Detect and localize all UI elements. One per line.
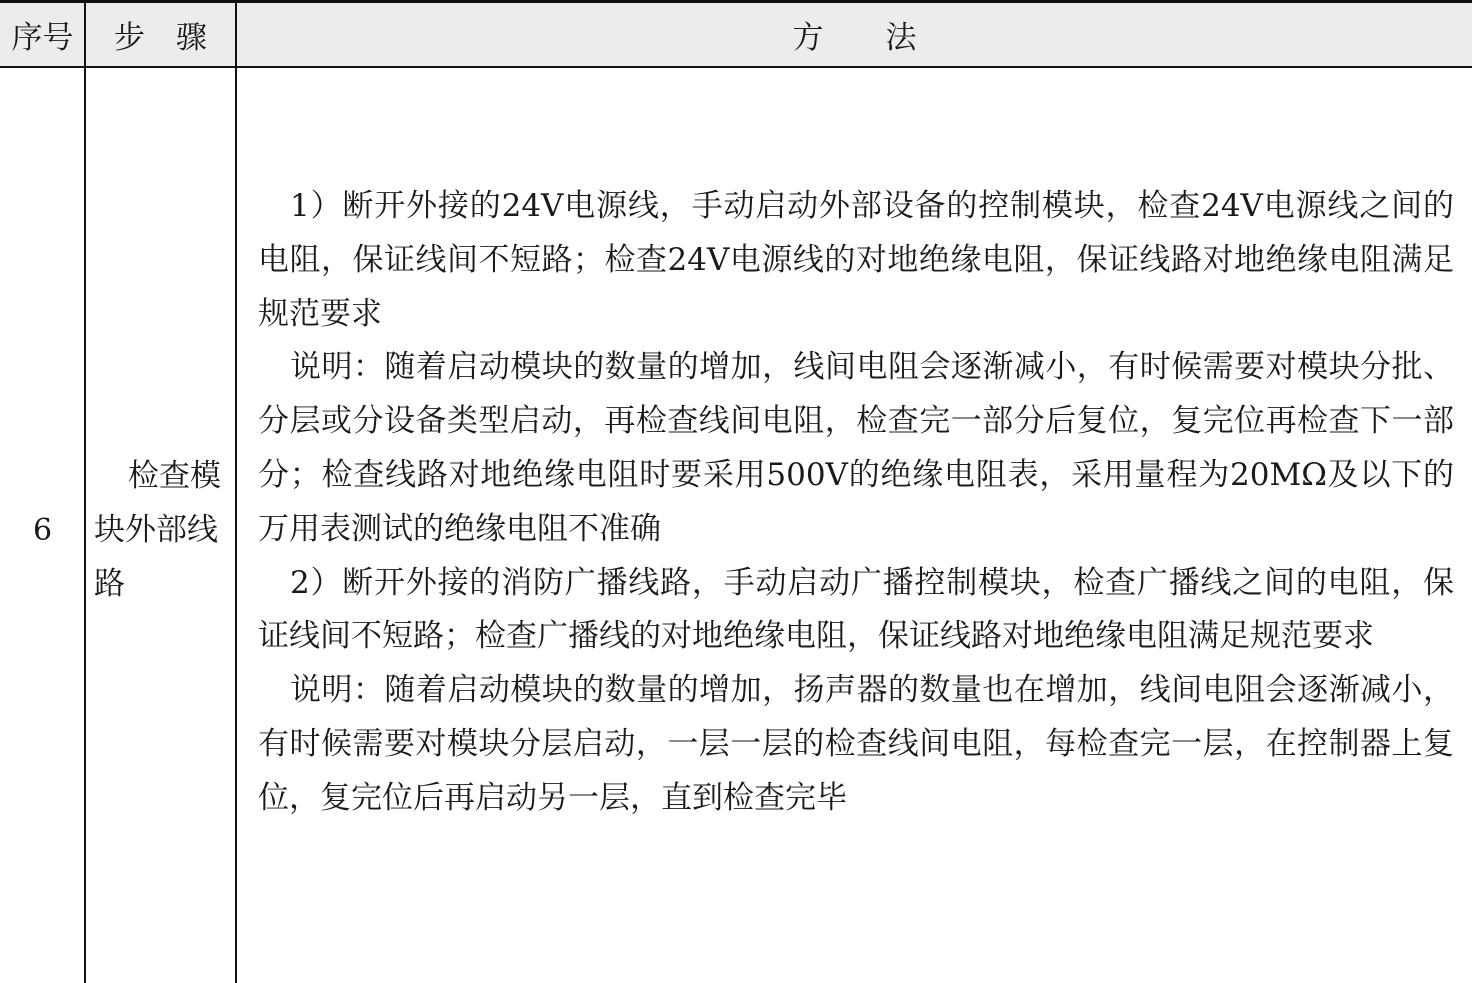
table-header-row	[0, 3, 1472, 68]
method-paragraph: 2）断开外接的消防广播线路，手动启动广播控制模块，检查广播线之间的电阻，保证线间不短路；检查广播线的对地绝缘电阻，保证线路对地绝缘电阻满足规范要求	[258, 564, 1454, 655]
row-method	[258, 180, 1454, 826]
column-divider	[235, 3, 237, 983]
step-line: 路	[94, 566, 125, 602]
header-method: 方 法	[792, 20, 917, 56]
row-step	[94, 449, 230, 611]
step-line: 检查模	[128, 458, 221, 494]
step-line: 块外部线	[94, 512, 218, 548]
row-seq-number: 6	[32, 512, 53, 548]
method-paragraph: 1）断开外接的24V电源线，手动启动外部设备的控制模块，检查24V电源线之间的电阻，保证线间不短路；检查24V电源线的对地绝缘电阻，保证线路对地绝缘电阻满足规范要求	[258, 188, 1454, 332]
header-seq: 序号	[11, 20, 74, 56]
header-step: 步 骤	[114, 20, 207, 56]
method-paragraph: 说明：随着启动模块的数量的增加，扬声器的数量也在增加，线间电阻会逐渐减小，有时候需要对模块分层启动，一层一层的检查线间电阻，每检查完一层，在控制器上复位，复完位后再启动另一层，直到检查完毕	[258, 672, 1454, 816]
method-paragraph: 说明：随着启动模块的数量的增加，线间电阻会逐渐减小，有时候需要对模块分批、分层或分设备类型启动，再检查线间电阻，检查完一部分后复位，复完位再检查下一部分；检查线路对地绝缘电阻时要采用500V的绝缘电阻表，采用量程为20MΩ及以下的万用表测试的绝缘电阻不准确	[258, 349, 1454, 547]
column-divider	[84, 3, 86, 983]
